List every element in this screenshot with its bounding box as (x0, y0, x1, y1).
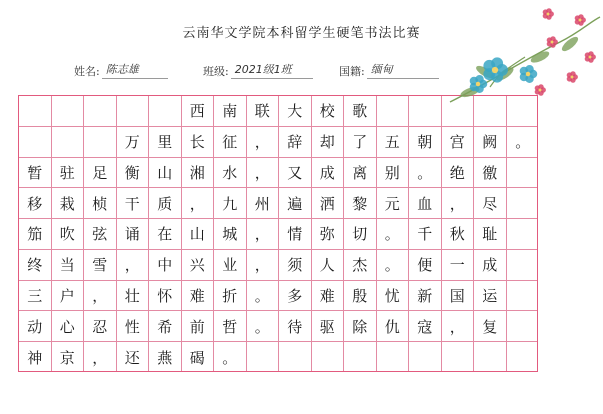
grid-cell: 干 (117, 188, 150, 218)
grid-cell: 难 (182, 281, 215, 311)
grid-cell (279, 342, 312, 372)
grid-cell: ， (247, 127, 280, 157)
grid-cell: 州 (247, 188, 280, 218)
grid-cell: 千 (409, 219, 442, 249)
nationality-value: 缅甸 (367, 61, 439, 79)
grid-cell: 洒 (312, 188, 345, 218)
grid-cell: 折 (214, 281, 247, 311)
grid-cell (312, 342, 345, 372)
grid-cell: ， (247, 158, 280, 188)
grid-row (19, 342, 537, 372)
grid-cell: 成 (474, 250, 507, 280)
grid-cell: 却 (312, 127, 345, 157)
grid-cell: 长 (182, 127, 215, 157)
grid-cell: 徼 (474, 158, 507, 188)
grid-cell: 歌 (344, 96, 377, 126)
grid-cell: 离 (344, 158, 377, 188)
grid-cell: ， (84, 281, 117, 311)
grid-cell: 殷 (344, 281, 377, 311)
grid-cell: 驱 (312, 311, 345, 341)
pink-blossom-icon-petal (570, 71, 575, 76)
grid-cell: 复 (474, 311, 507, 341)
grid-cell: 水 (214, 158, 247, 188)
grid-cell: 校 (312, 96, 345, 126)
grid-cell: 还 (117, 342, 150, 372)
blue-flower-icon-center (476, 82, 481, 87)
grid-cell: 。 (214, 342, 247, 372)
grid-cell: 耻 (474, 219, 507, 249)
grid-row (19, 127, 537, 158)
blue-flower-icon-petal (491, 57, 503, 69)
grid-cell: 九 (214, 188, 247, 218)
grid-cell: 大 (279, 96, 312, 126)
grid-cell: 国 (442, 281, 475, 311)
grid-cell: 待 (279, 311, 312, 341)
grid-cell: 除 (344, 311, 377, 341)
grid-cell (377, 96, 410, 126)
pink-blossom-icon-petal (550, 36, 555, 41)
grid-cell: 里 (149, 127, 182, 157)
blue-flower-icon-center (526, 72, 531, 77)
pink-blossom-icon-petal (546, 8, 551, 13)
grid-cell: ， (442, 311, 475, 341)
class-value: 2021级1班 (231, 61, 313, 79)
grid-cell: 。 (377, 250, 410, 280)
pink-blossom-icon-petal (538, 84, 543, 89)
grid-cell: 遍 (279, 188, 312, 218)
grid-cell: 兴 (182, 250, 215, 280)
grid-cell: 。 (247, 281, 280, 311)
grid-cell (507, 250, 539, 280)
grid-cell: 别 (377, 158, 410, 188)
grid-cell: 京 (52, 342, 85, 372)
page-title: 云南华文学院本科留学生硬笔书法比赛 (182, 26, 421, 41)
grid-cell: 宫 (442, 127, 475, 157)
grid-cell: 须 (279, 250, 312, 280)
grid-cell: 笳 (19, 219, 52, 249)
grid-cell: ， (182, 188, 215, 218)
grid-cell: 万 (117, 127, 150, 157)
grid-cell (344, 342, 377, 372)
grid-cell: 终 (19, 250, 52, 280)
grid-cell: 湘 (182, 158, 215, 188)
grid-row (19, 250, 537, 281)
grid-cell: 尽 (474, 188, 507, 218)
grid-cell (507, 342, 539, 372)
grid-cell (84, 127, 117, 157)
grid-cell: 又 (279, 158, 312, 188)
grid-cell: 吹 (52, 219, 85, 249)
class-label: 班级: (203, 65, 229, 78)
grid-cell: 新 (409, 281, 442, 311)
grid-cell: 暂 (19, 158, 52, 188)
grid-cell: 户 (52, 281, 85, 311)
writing-grid (18, 95, 538, 372)
grid-cell: ， (84, 342, 117, 372)
grid-cell: 当 (52, 250, 85, 280)
grid-cell: 黎 (344, 188, 377, 218)
grid-cell: 栽 (52, 188, 85, 218)
grid-cell: 五 (377, 127, 410, 157)
pink-blossom-icon-center (539, 89, 542, 92)
grid-cell: 便 (409, 250, 442, 280)
grid-cell: 阙 (474, 127, 507, 157)
grid-cell: 了 (344, 127, 377, 157)
grid-cell (507, 158, 539, 188)
grid-cell: ， (247, 250, 280, 280)
blue-flower-icon-petal (525, 65, 534, 74)
grid-cell (377, 342, 410, 372)
flower-cluster (450, 8, 600, 102)
grid-cell: 秋 (442, 219, 475, 249)
grid-cell: 弦 (84, 219, 117, 249)
grid-cell (442, 342, 475, 372)
grid-cell: 忧 (377, 281, 410, 311)
grid-cell (474, 342, 507, 372)
grid-cell: 山 (149, 158, 182, 188)
grid-cell: 燕 (149, 342, 182, 372)
grid-cell: 寇 (409, 311, 442, 341)
name-field (74, 61, 168, 79)
pink-blossom-icon-center (589, 56, 592, 59)
grid-cell: 前 (182, 311, 215, 341)
grid-cell: 桢 (84, 188, 117, 218)
grid-cell: 弥 (312, 219, 345, 249)
grid-row (19, 158, 537, 189)
grid-row (19, 281, 537, 312)
grid-cell: 城 (214, 219, 247, 249)
grid-cell: 情 (279, 219, 312, 249)
grid-cell: 哲 (214, 311, 247, 341)
grid-cell (507, 281, 539, 311)
blue-flower-icon-center (492, 67, 498, 73)
grid-cell: 元 (377, 188, 410, 218)
grid-cell: 心 (52, 311, 85, 341)
grid-cell: 在 (149, 219, 182, 249)
grid-cell: 一 (442, 250, 475, 280)
grid-cell: 移 (19, 188, 52, 218)
grid-cell (19, 96, 52, 126)
grid-cell (52, 96, 85, 126)
grid-row (19, 311, 537, 342)
grid-cell: 三 (19, 281, 52, 311)
grid-cell: 多 (279, 281, 312, 311)
grid-cell: 怀 (149, 281, 182, 311)
grid-cell: ， (442, 188, 475, 218)
grid-cell (507, 188, 539, 218)
nationality-field (339, 61, 439, 79)
grid-cell: 联 (247, 96, 280, 126)
grid-cell: 南 (214, 96, 247, 126)
name-value: 陈志雄 (102, 61, 168, 79)
grid-cell: 衡 (117, 158, 150, 188)
grid-cell: 血 (409, 188, 442, 218)
grid-cell (52, 127, 85, 157)
grid-row (19, 219, 537, 250)
name-label: 姓名: (74, 65, 100, 78)
grid-cell: 碣 (182, 342, 215, 372)
pink-blossom-icon-center (571, 76, 574, 79)
grid-cell: 诵 (117, 219, 150, 249)
grid-cell: 人 (312, 250, 345, 280)
grid-cell: 。 (247, 311, 280, 341)
grid-cell (117, 96, 150, 126)
grid-cell: 绝 (442, 158, 475, 188)
grid-cell: 仇 (377, 311, 410, 341)
grid-cell: 西 (182, 96, 215, 126)
grid-cell: 中 (149, 250, 182, 280)
class-field (203, 61, 313, 79)
grid-cell: ， (117, 250, 150, 280)
grid-cell: 神 (19, 342, 52, 372)
grid-cell: 山 (182, 219, 215, 249)
grid-cell: 难 (312, 281, 345, 311)
grid-cell: 。 (515, 133, 531, 152)
grid-cell (409, 342, 442, 372)
grid-cell: 忍 (84, 311, 117, 341)
grid-cell (19, 127, 52, 157)
grid-cell: 。 (377, 219, 410, 249)
grid-cell: 性 (117, 311, 150, 341)
grid-cell (84, 96, 117, 126)
pink-blossom-icon-center (579, 19, 582, 22)
grid-cell: 辞 (279, 127, 312, 157)
grid-cell (149, 96, 182, 126)
grid-cell: 征 (214, 127, 247, 157)
grid-cell: 切 (344, 219, 377, 249)
pink-blossom-icon-petal (578, 14, 583, 19)
grid-cell: ， (247, 219, 280, 249)
grid-cell (247, 342, 280, 372)
grid-cell: 希 (149, 311, 182, 341)
grid-cell: 动 (19, 311, 52, 341)
blue-flower-icon-petal (475, 75, 484, 84)
grid-cell: 驻 (52, 158, 85, 188)
grid-cell: 朝 (409, 127, 442, 157)
flower-decoration-icon (430, 2, 603, 110)
grid-cell: 壮 (117, 281, 150, 311)
nationality-label: 国籍: (339, 65, 365, 78)
grid-cell: 足 (84, 158, 117, 188)
grid-cell: 业 (214, 250, 247, 280)
pink-blossom-icon-center (547, 13, 550, 16)
grid-cell (507, 219, 539, 249)
grid-cell: 成 (312, 158, 345, 188)
pink-blossom-icon-center (551, 41, 554, 44)
grid-cell (507, 311, 539, 341)
pink-blossom-icon-petal (588, 51, 593, 56)
grid-cell: 质 (149, 188, 182, 218)
grid-row (19, 188, 537, 219)
grid-cell: 雪 (84, 250, 117, 280)
grid-cell: 杰 (344, 250, 377, 280)
grid-cell: 。 (409, 158, 442, 188)
grid-cell: 运 (474, 281, 507, 311)
